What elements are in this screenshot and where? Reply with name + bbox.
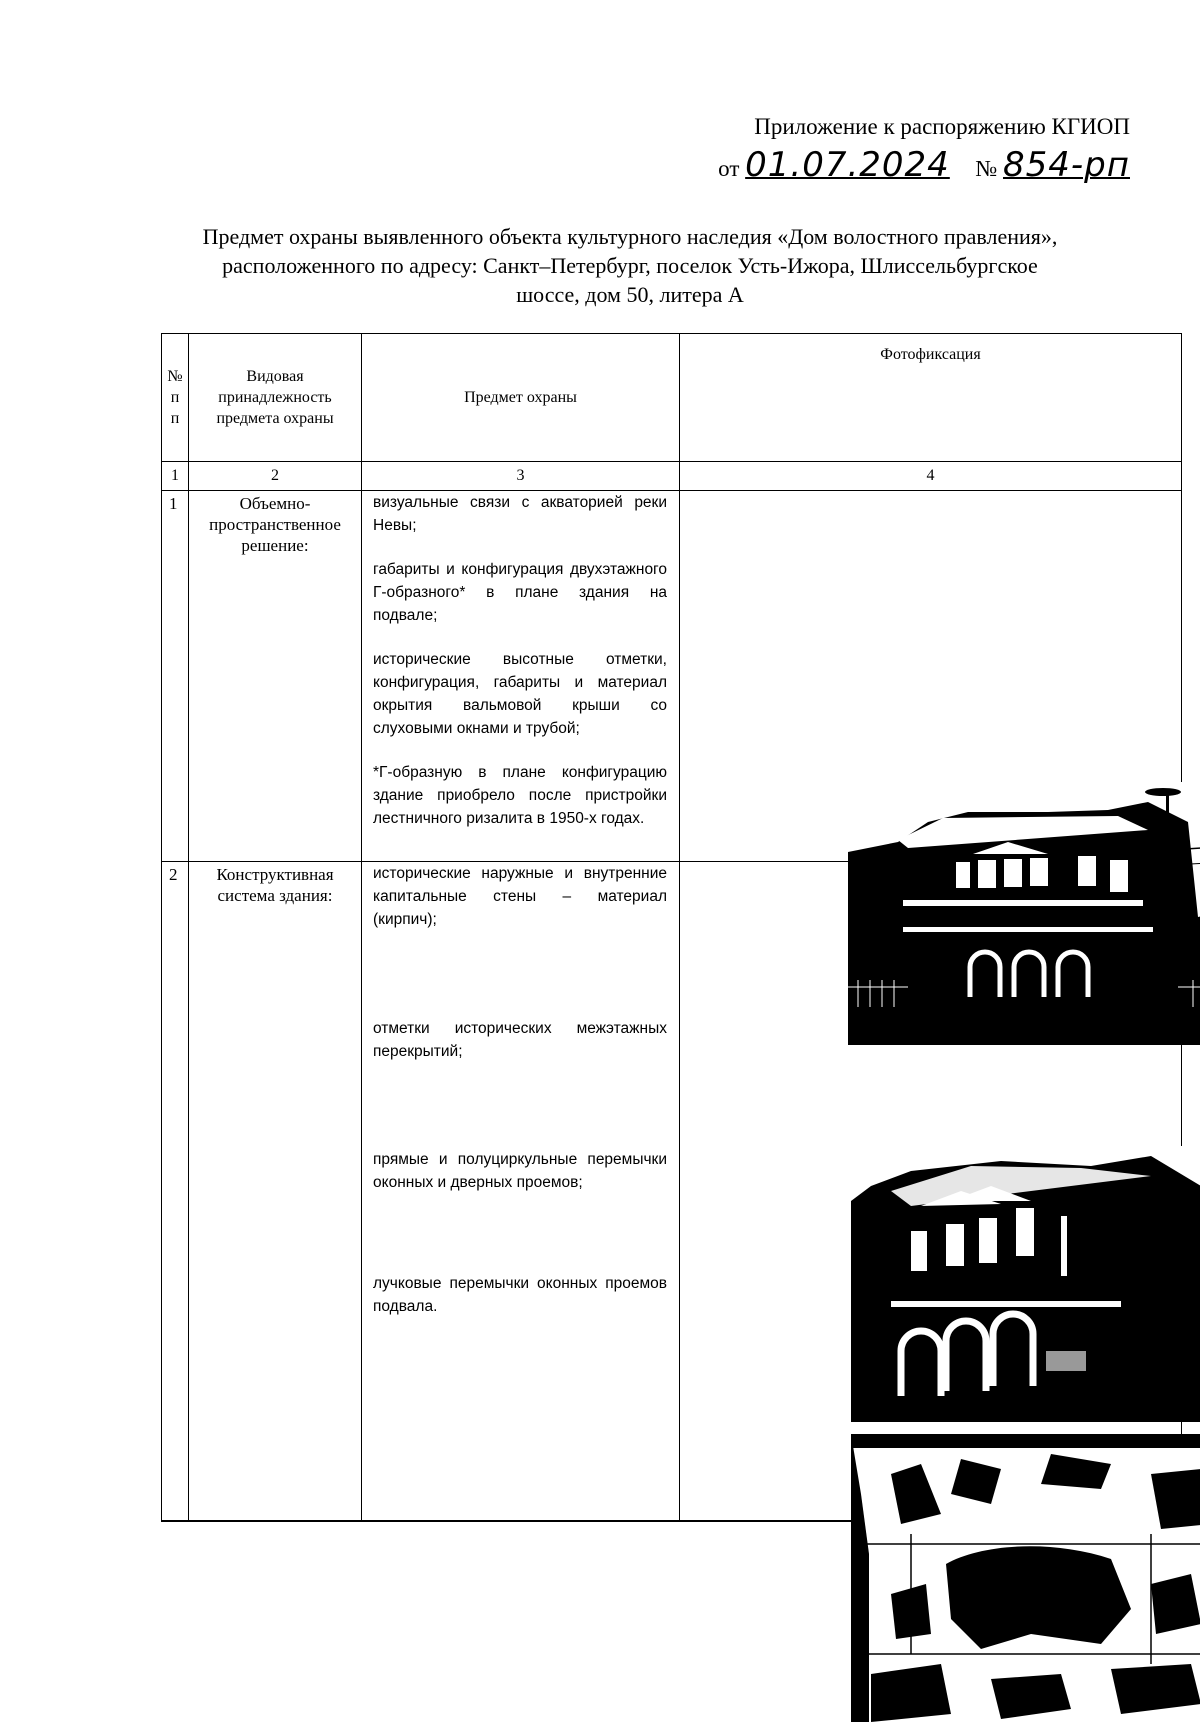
subject-paragraph: лучковые перемычки оконных проемов подвала. xyxy=(373,1272,667,1318)
header-kind: Видовая принадлежность предмета охраны xyxy=(189,334,362,462)
subject-paragraph: исторические высотные отметки, конфигурация, габариты и материал окрытия вальмовой крыши со слуховыми окнами и трубой; xyxy=(373,648,667,740)
handwritten-date: 01.07.2024 xyxy=(745,145,950,185)
document-title: Предмет охраны выявленного объекта культурного наследия «Дом волостного правления», расположенного по адресу: Санкт–Петербург, поселок Усть-Ижора, Шлиссельбургское шоссе, дом 50, литера А xyxy=(200,222,1060,309)
appendix-line: Приложение к распоряжению КГИОП xyxy=(718,108,1130,146)
table-row xyxy=(162,491,1182,862)
subject-paragraph: *Г-образную в плане конфигурацию здание приобрело после пристройки лестничного ризалита в 1950-х годах. xyxy=(373,761,667,830)
handwritten-number: 854-рп xyxy=(1003,145,1130,185)
header-subject: Предмет охраны xyxy=(362,334,680,462)
subject-paragraph: габариты и конфигурация двухэтажного Г-образного* в плане здания на подвале; xyxy=(373,558,667,627)
number-prefix: № xyxy=(975,156,997,181)
row-number: 2 xyxy=(162,862,188,885)
header-num: № п п xyxy=(162,334,189,462)
subject-paragraph: отметки исторических межэтажных перекрытий; xyxy=(373,1017,667,1063)
building-facade-photo xyxy=(848,782,1200,1045)
row-kind: Конструктивная система здания: xyxy=(189,862,361,906)
row-subject xyxy=(362,491,679,830)
date-prefix: от xyxy=(718,156,739,181)
col-number: 1 xyxy=(162,462,189,491)
building-corner-photo xyxy=(851,1146,1200,1422)
subject-paragraph: исторические наружные и внутренние капитальные стены – материал (кирпич); xyxy=(373,862,667,931)
row-kind: Объемно-пространственное решение: xyxy=(189,491,361,556)
col-number: 2 xyxy=(189,462,362,491)
column-numbers-row xyxy=(162,462,1182,491)
masonry-lintel-photo xyxy=(851,1434,1200,1722)
appendix-date-line xyxy=(718,146,1130,188)
col-number: 3 xyxy=(362,462,680,491)
protection-table xyxy=(161,333,1182,1522)
appendix-header xyxy=(718,108,1130,188)
row-subject xyxy=(362,862,679,1318)
subject-paragraph: визуальные связи с акваторией реки Невы; xyxy=(373,491,667,537)
col-number: 4 xyxy=(680,462,1182,491)
header-photo: Фотофиксация xyxy=(680,334,1182,462)
subject-paragraph: прямые и полуциркульные перемычки оконных и дверных проемов; xyxy=(373,1148,667,1194)
row-number: 1 xyxy=(162,491,188,514)
table-header-row xyxy=(162,334,1182,462)
